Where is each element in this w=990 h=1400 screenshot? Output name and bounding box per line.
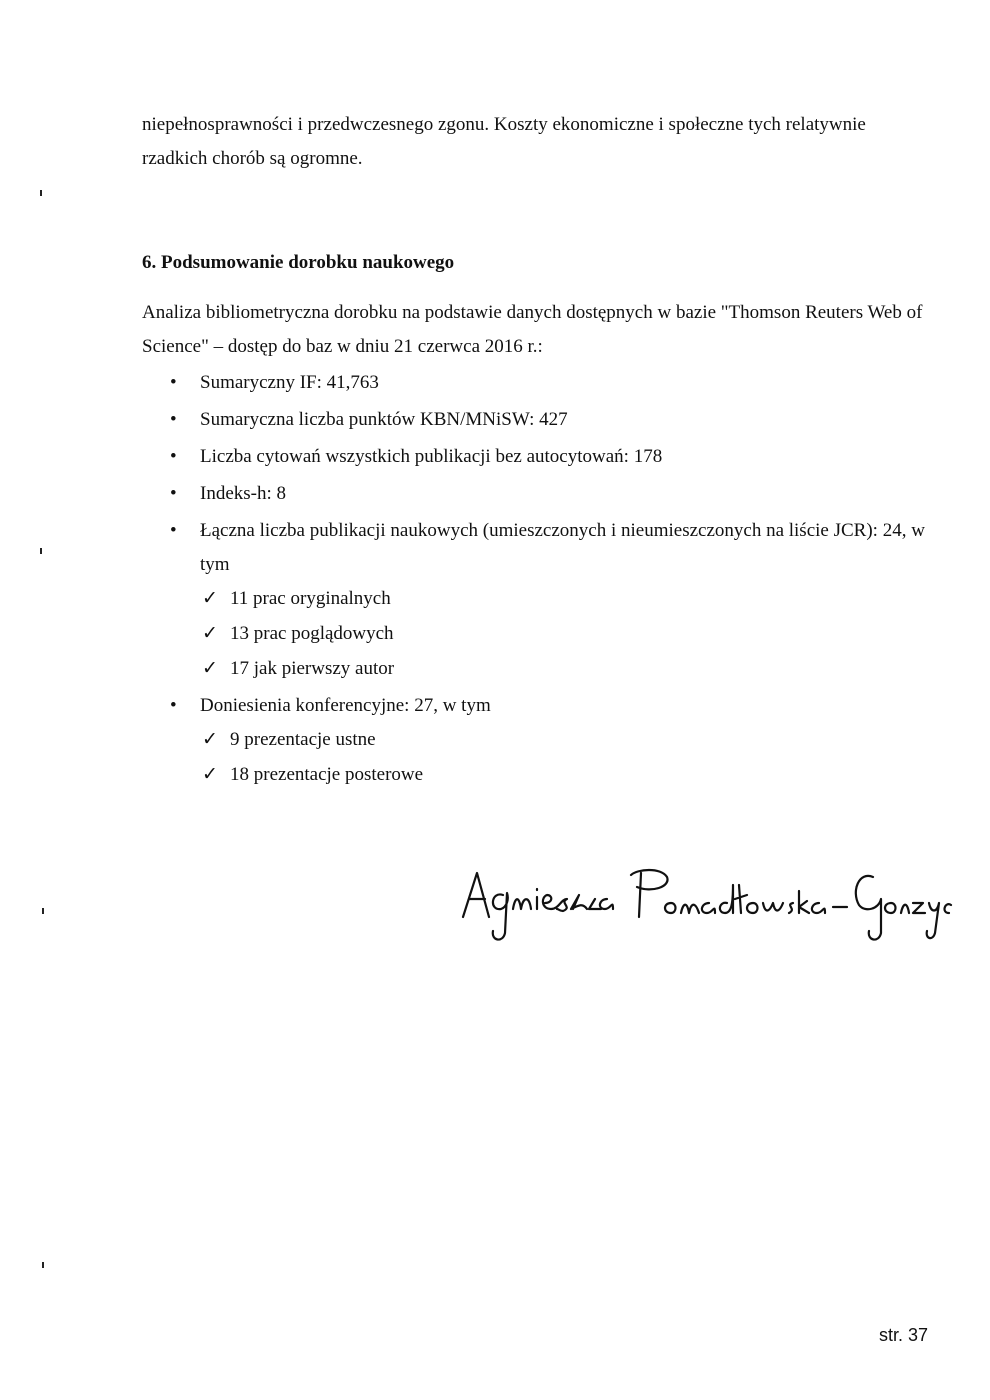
check-item xyxy=(200,652,932,686)
checkmark-icon: ✓ xyxy=(202,764,218,785)
check-text: 17 jak pierwszy autor xyxy=(230,658,395,679)
scan-speck xyxy=(42,908,44,914)
check-text: 11 prac oryginalnych xyxy=(230,588,391,609)
bullet-text: Liczba cytowań wszystkich publikacji bez autocytowań: 178 xyxy=(200,446,663,467)
bullet-impact-factor xyxy=(142,366,932,400)
bullet-text: Łączna liczba publikacji naukowych (umieszczonych i nieumieszczonych na liście JCR): 24, w tym xyxy=(200,520,925,575)
bullet-citations xyxy=(142,440,932,474)
bullet-text: Indeks-h: 8 xyxy=(200,483,287,504)
bullet-h-index xyxy=(142,477,932,511)
check-text: 13 prac poglądowych xyxy=(230,623,394,644)
scan-speck xyxy=(40,548,42,554)
checkmark-icon: ✓ xyxy=(202,623,218,644)
analysis-paragraph: Analiza bibliometryczna dorobku na podstawie danych dostępnych w bazie "Thomson Reuters Web of Science" – dostęp do baz w dniu 21 czerwca 2016 r.: xyxy=(142,302,923,357)
bullet-conference xyxy=(142,689,932,792)
checkmark-icon: ✓ xyxy=(202,588,218,609)
bullet-text: Doniesienia konferencyjne: 27, w tym xyxy=(200,695,491,716)
bullet-publications xyxy=(142,514,932,686)
page-number: str. 37 xyxy=(878,1325,928,1345)
checkmark-icon: ✓ xyxy=(202,658,218,679)
scan-speck xyxy=(42,1262,44,1268)
check-item xyxy=(200,617,932,651)
intro-paragraph: niepełnosprawności i przedwczesnego zgonu. Koszty ekonomiczne i społeczne tych relatywnie rzadkich chorób są ogromne. xyxy=(142,114,866,169)
section-heading: 6. Podsumowanie dorobku naukowego xyxy=(142,252,455,273)
conference-sublist xyxy=(200,723,932,792)
bullet-kbn-points xyxy=(142,403,932,437)
bullet-text: Sumaryczna liczba punktów KBN/MNiSW: 427 xyxy=(200,409,568,430)
handwritten-signature xyxy=(455,855,955,945)
check-text: 18 prezentacje posterowe xyxy=(230,764,424,785)
check-text: 9 prezentacje ustne xyxy=(230,729,376,750)
check-item xyxy=(200,582,932,616)
checkmark-icon: ✓ xyxy=(202,729,218,750)
bullet-text: Sumaryczny IF: 41,763 xyxy=(200,372,379,393)
check-item xyxy=(200,758,932,792)
summary-list xyxy=(142,366,932,795)
check-item xyxy=(200,723,932,757)
scan-speck xyxy=(40,190,42,196)
publications-sublist xyxy=(200,582,932,686)
